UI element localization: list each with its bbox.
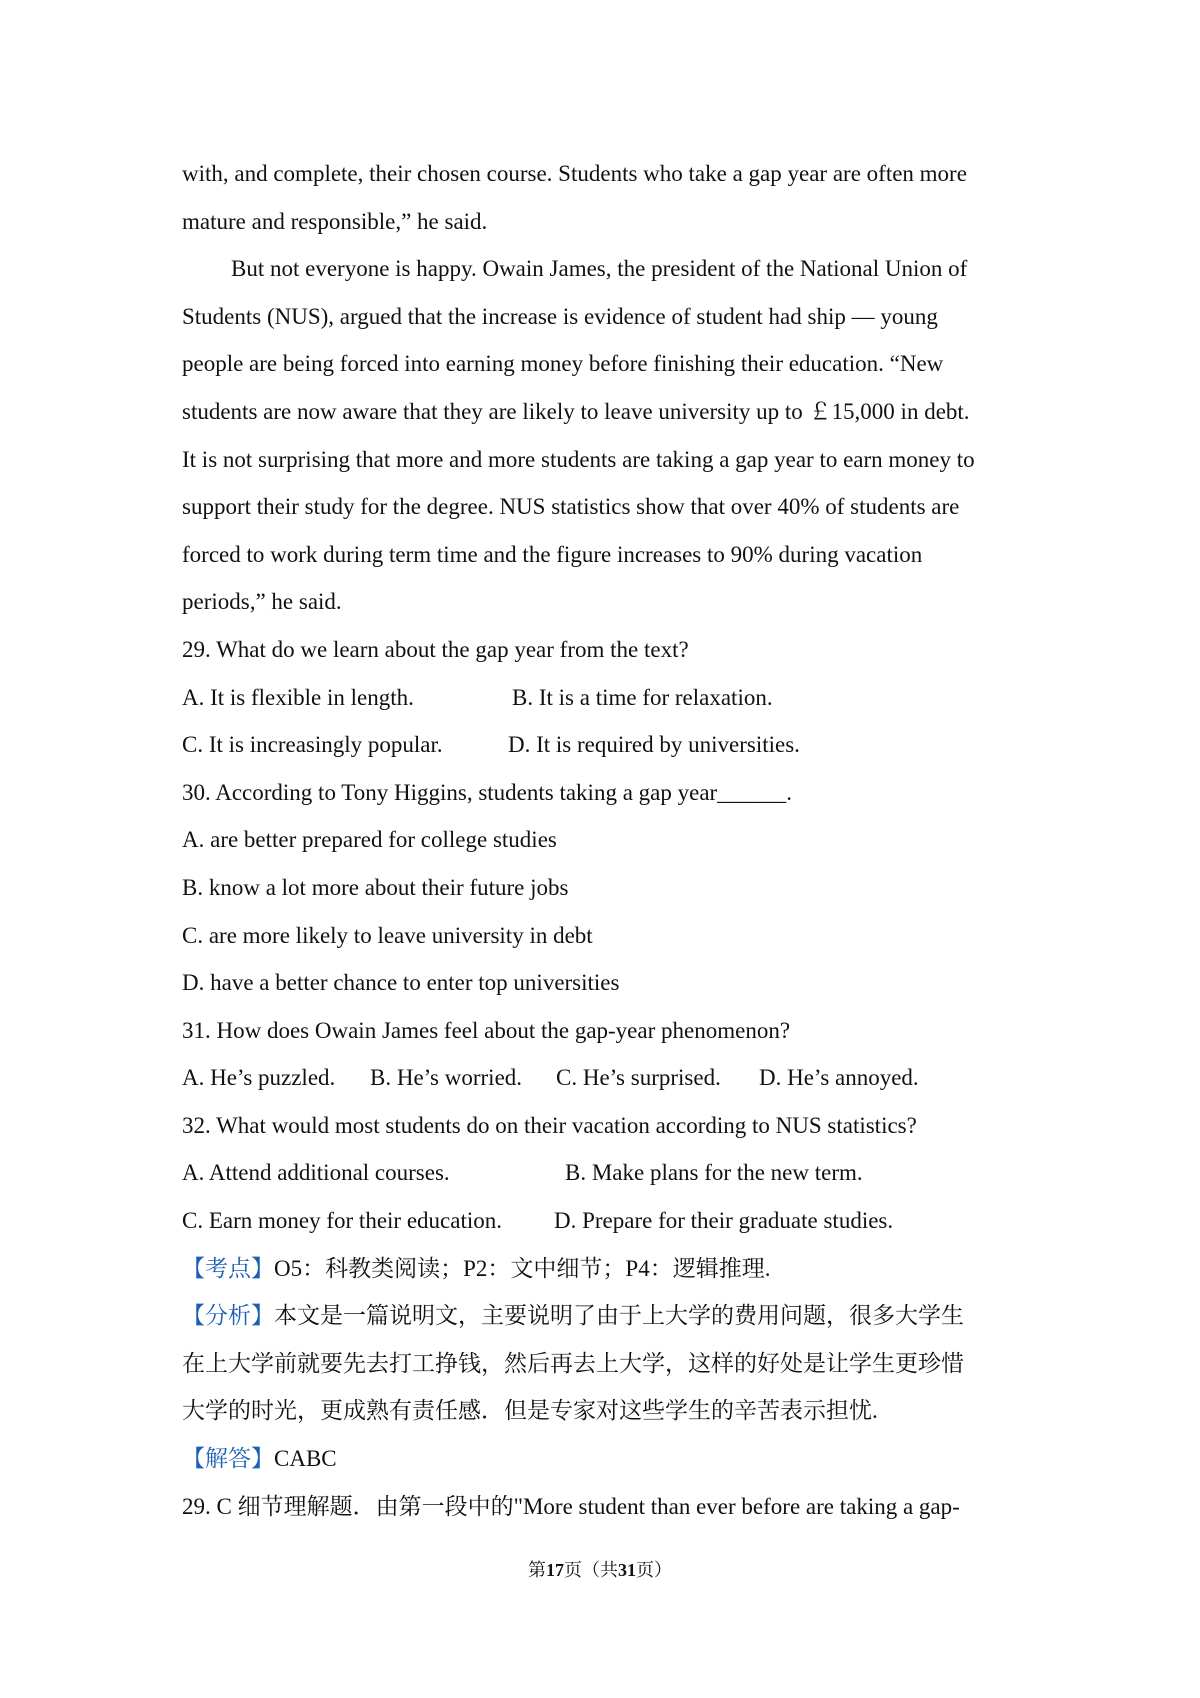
option-c: C. He’s surprised. bbox=[556, 1065, 721, 1091]
option-c: C. It is increasingly popular. bbox=[182, 732, 443, 758]
fenxi-line bbox=[182, 1292, 1027, 1340]
option-d: D. Prepare for their graduate studies. bbox=[554, 1208, 894, 1234]
option-row bbox=[182, 1197, 1027, 1245]
footer-suffix: 页） bbox=[636, 1560, 672, 1580]
question-stem: 30. According to Tony Higgins, students taking a gap year______. bbox=[182, 779, 792, 805]
fenxi-text: 本文是一篇说明文，主要说明了由于上大学的费用问题，很多大学生 bbox=[274, 1303, 964, 1329]
passage-line: students are now aware that they are likely to leave university up to ￡15,000 in debt. bbox=[182, 398, 970, 424]
question-stem: 32. What would most students do on their vacation according to NUS statistics? bbox=[182, 1112, 917, 1138]
passage-line: periods,” he said. bbox=[182, 589, 342, 615]
footer-middle: 页（共 bbox=[564, 1560, 618, 1580]
option-b: B. Make plans for the new term. bbox=[565, 1160, 863, 1186]
option-a: A. Attend additional courses. bbox=[182, 1160, 450, 1186]
option-d: D. It is required by universities. bbox=[508, 732, 800, 758]
option-row bbox=[182, 1054, 1027, 1102]
option-row bbox=[182, 721, 1027, 769]
fenxi-line: 大学的时光，更成熟有责任感．但是专家对这些学生的辛苦表示担忧. bbox=[182, 1398, 878, 1424]
footer-page-number: 17 bbox=[546, 1560, 564, 1580]
kaodian-line bbox=[182, 1245, 1027, 1293]
kaodian-label: 【考点】 bbox=[182, 1255, 274, 1281]
passage-line: mature and responsible,” he said. bbox=[182, 208, 488, 234]
passage-line: But not everyone is happy. Owain James, the president of the National Union of bbox=[231, 256, 968, 282]
option-a: A. He’s puzzled. bbox=[182, 1065, 336, 1091]
explanation-line: 29. C 细节理解题．由第一段中的"More student than ever before are taking a gap- bbox=[182, 1493, 960, 1519]
page-content bbox=[182, 150, 1027, 1530]
option-a: A. are better prepared for college studies bbox=[182, 827, 557, 853]
page-footer bbox=[0, 1556, 1200, 1582]
passage-line: people are being forced into earning money before finishing their education. “New bbox=[182, 351, 944, 377]
option-c: C. are more likely to leave university in debt bbox=[182, 922, 593, 948]
option-b: B. It is a time for relaxation. bbox=[512, 684, 773, 710]
jieda-line bbox=[182, 1435, 1027, 1483]
passage-line: Students (NUS), argued that the increase is evidence of student had ship — young bbox=[182, 303, 938, 329]
option-d: D. He’s annoyed. bbox=[759, 1065, 919, 1091]
option-row bbox=[182, 674, 1027, 722]
kaodian-text: O5：科教类阅读；P2：文中细节；P4：逻辑推理. bbox=[274, 1255, 771, 1281]
option-b: B. He’s worried. bbox=[370, 1065, 523, 1091]
jieda-text: CABC bbox=[274, 1446, 337, 1472]
fenxi-line: 在上大学前就要先去打工挣钱，然后再去上大学，这样的好处是让学生更珍惜 bbox=[182, 1350, 964, 1376]
passage-line: with, and complete, their chosen course. Students who take a gap year are often more bbox=[182, 161, 967, 186]
option-c: C. Earn money for their education. bbox=[182, 1208, 502, 1234]
passage-line: support their study for the degree. NUS statistics show that over 40% of students are bbox=[182, 494, 960, 520]
jieda-label: 【解答】 bbox=[182, 1446, 274, 1472]
question-stem: 29. What do we learn about the gap year from the text? bbox=[182, 636, 689, 662]
option-d: D. have a better chance to enter top universities bbox=[182, 970, 620, 996]
option-b: B. know a lot more about their future jobs bbox=[182, 874, 569, 900]
footer-total-pages: 31 bbox=[618, 1560, 636, 1580]
footer-prefix: 第 bbox=[528, 1560, 546, 1580]
option-row bbox=[182, 1149, 1027, 1197]
passage-line: forced to work during term time and the figure increases to 90% during vacation bbox=[182, 541, 923, 567]
fenxi-label: 【分析】 bbox=[182, 1303, 274, 1329]
option-a: A. It is flexible in length. bbox=[182, 684, 414, 710]
question-stem: 31. How does Owain James feel about the gap-year phenomenon? bbox=[182, 1017, 791, 1043]
passage-line: It is not surprising that more and more students are taking a gap year to earn money to bbox=[182, 446, 975, 472]
